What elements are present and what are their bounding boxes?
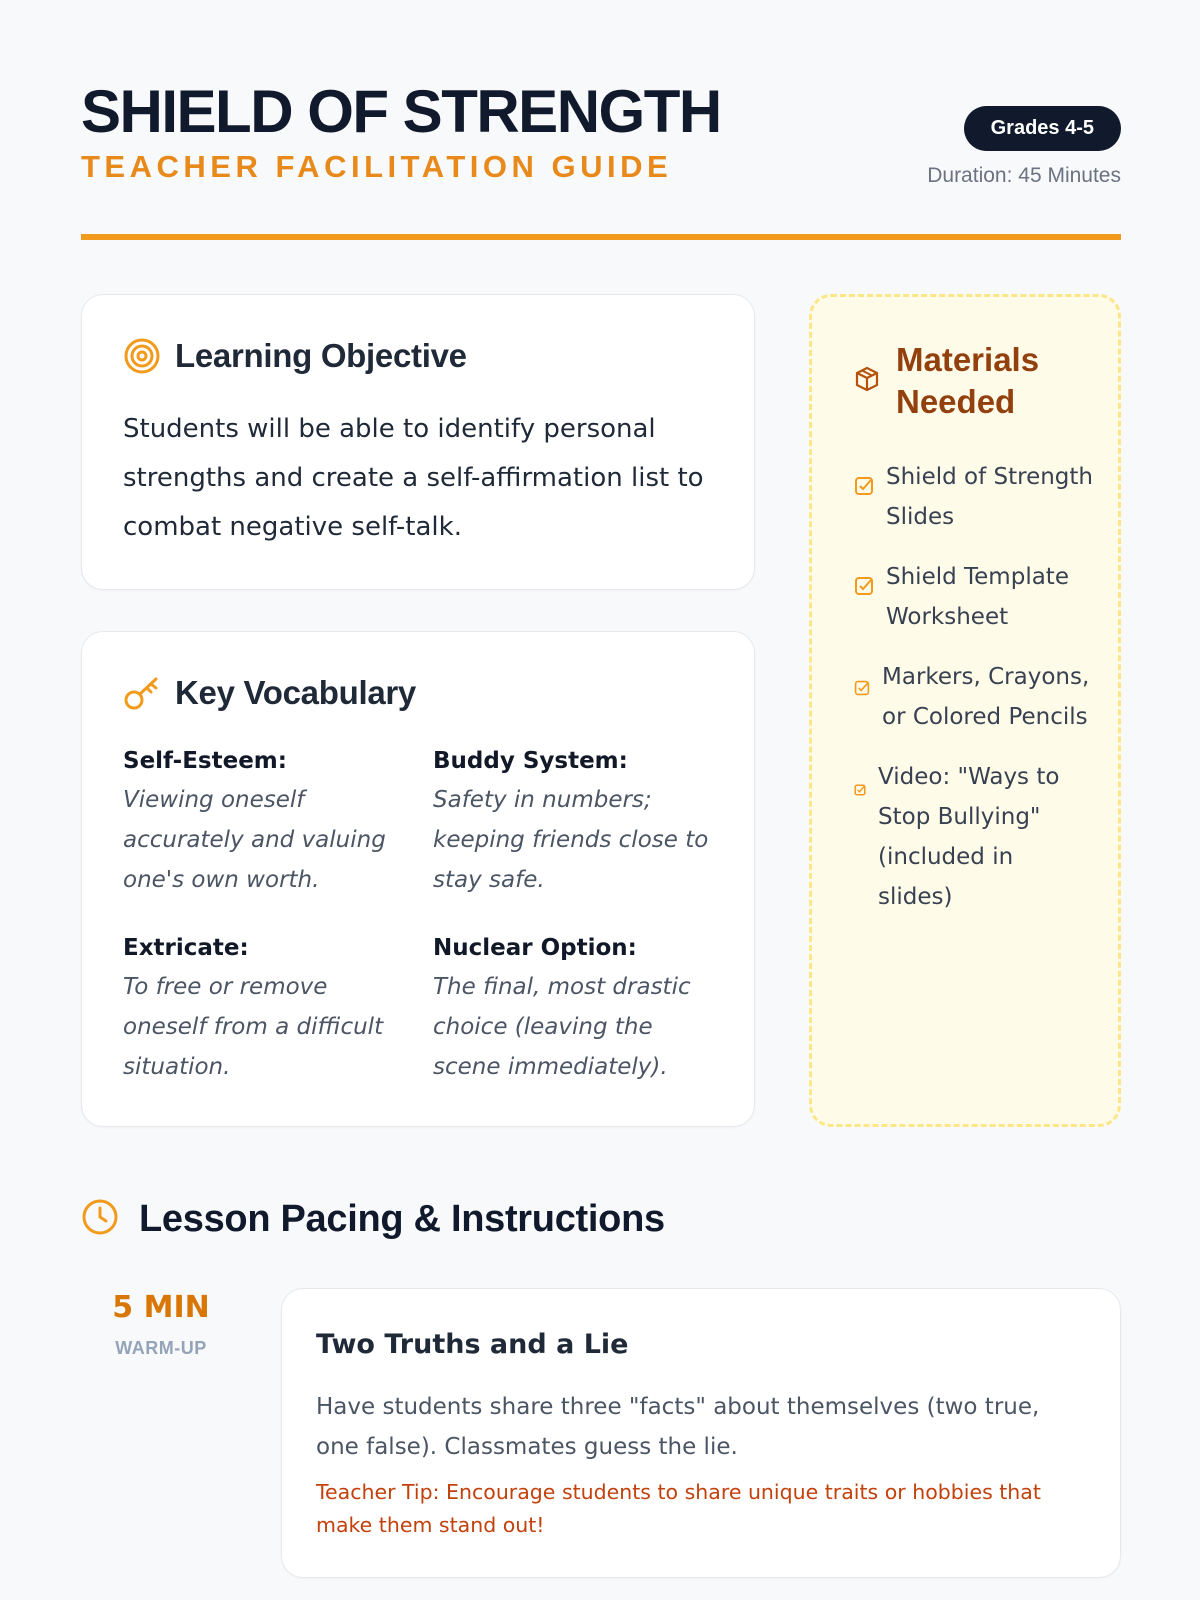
key-icon bbox=[123, 674, 161, 712]
learning-objective-text: Students will be able to identify personal strengths and create a self-affirmation list to combat negative self-talk. bbox=[123, 414, 704, 542]
step-card bbox=[281, 1288, 1121, 1578]
page-header bbox=[81, 78, 1121, 242]
checkbox-icon bbox=[854, 569, 874, 609]
duration-text: Duration: 45 Minutes bbox=[927, 164, 1121, 187]
checkbox-icon bbox=[854, 669, 870, 709]
materials-item-label: Shield Template Worksheet bbox=[886, 564, 1069, 630]
materials-heading: Materials Needed bbox=[896, 341, 1040, 420]
materials-item bbox=[854, 757, 1094, 917]
vocab-item bbox=[123, 746, 403, 900]
step-duration: 5 MIN bbox=[112, 1290, 210, 1325]
vocab-term: Buddy System: bbox=[433, 748, 628, 774]
vocab-item bbox=[433, 933, 713, 1087]
materials-item-label: Video: "Ways to Stop Bullying" (included in slides) bbox=[878, 764, 1060, 910]
vocab-term: Extricate: bbox=[123, 935, 249, 961]
materials-header bbox=[854, 339, 1056, 423]
materials-item bbox=[854, 457, 1094, 537]
step-time-block bbox=[81, 1290, 241, 1359]
vocab-term: Self-Esteem: bbox=[123, 748, 287, 774]
key-vocabulary-heading: Key Vocabulary bbox=[175, 674, 416, 711]
checkbox-icon bbox=[854, 769, 866, 809]
step-title: Two Truths and a Lie bbox=[316, 1329, 629, 1360]
step-phase-label: WARM-UP bbox=[115, 1338, 207, 1358]
vocab-item bbox=[123, 933, 403, 1087]
learning-objective-heading: Learning Objective bbox=[175, 337, 467, 374]
target-icon bbox=[123, 337, 161, 375]
key-vocabulary-card bbox=[81, 631, 755, 1127]
vocab-definition: The final, most drastic choice (leaving the scene immediately). bbox=[433, 974, 691, 1080]
learning-objective-card bbox=[81, 294, 755, 590]
materials-list bbox=[854, 457, 1094, 937]
teacher-tip: Teacher Tip: Encourage students to share unique traits or hobbies that make them stand out! bbox=[316, 1480, 1041, 1537]
page-subtitle: TEACHER FACILITATION GUIDE bbox=[81, 149, 673, 184]
lesson-pacing-header bbox=[81, 1198, 665, 1241]
page-title: SHIELD OF STRENGTH bbox=[81, 78, 721, 145]
vocab-definition: To free or remove oneself from a difficult situation. bbox=[123, 974, 384, 1080]
header-divider bbox=[81, 234, 1121, 240]
lesson-pacing-heading: Lesson Pacing & Instructions bbox=[139, 1198, 665, 1240]
vocab-definition: Safety in numbers; keeping friends close to stay safe. bbox=[433, 787, 709, 893]
grade-badge: Grades 4-5 bbox=[964, 106, 1121, 151]
materials-panel bbox=[809, 294, 1121, 1127]
materials-item bbox=[854, 657, 1094, 737]
step-description: Have students share three "facts" about themselves (two true, one false). Classmates guess the lie. bbox=[316, 1394, 1040, 1460]
checkbox-icon bbox=[854, 469, 874, 509]
vocab-item bbox=[433, 746, 713, 900]
vocab-term: Nuclear Option: bbox=[433, 935, 637, 961]
materials-item bbox=[854, 557, 1094, 637]
learning-objective-header bbox=[123, 337, 467, 375]
materials-item-label: Shield of Strength Slides bbox=[886, 464, 1093, 530]
materials-item-label: Markers, Crayons, or Colored Pencils bbox=[882, 664, 1090, 730]
clock-icon bbox=[81, 1198, 119, 1241]
key-vocabulary-header bbox=[123, 674, 416, 712]
box-icon bbox=[854, 366, 880, 397]
vocab-definition: Viewing oneself accurately and valuing one's own worth. bbox=[123, 787, 386, 893]
